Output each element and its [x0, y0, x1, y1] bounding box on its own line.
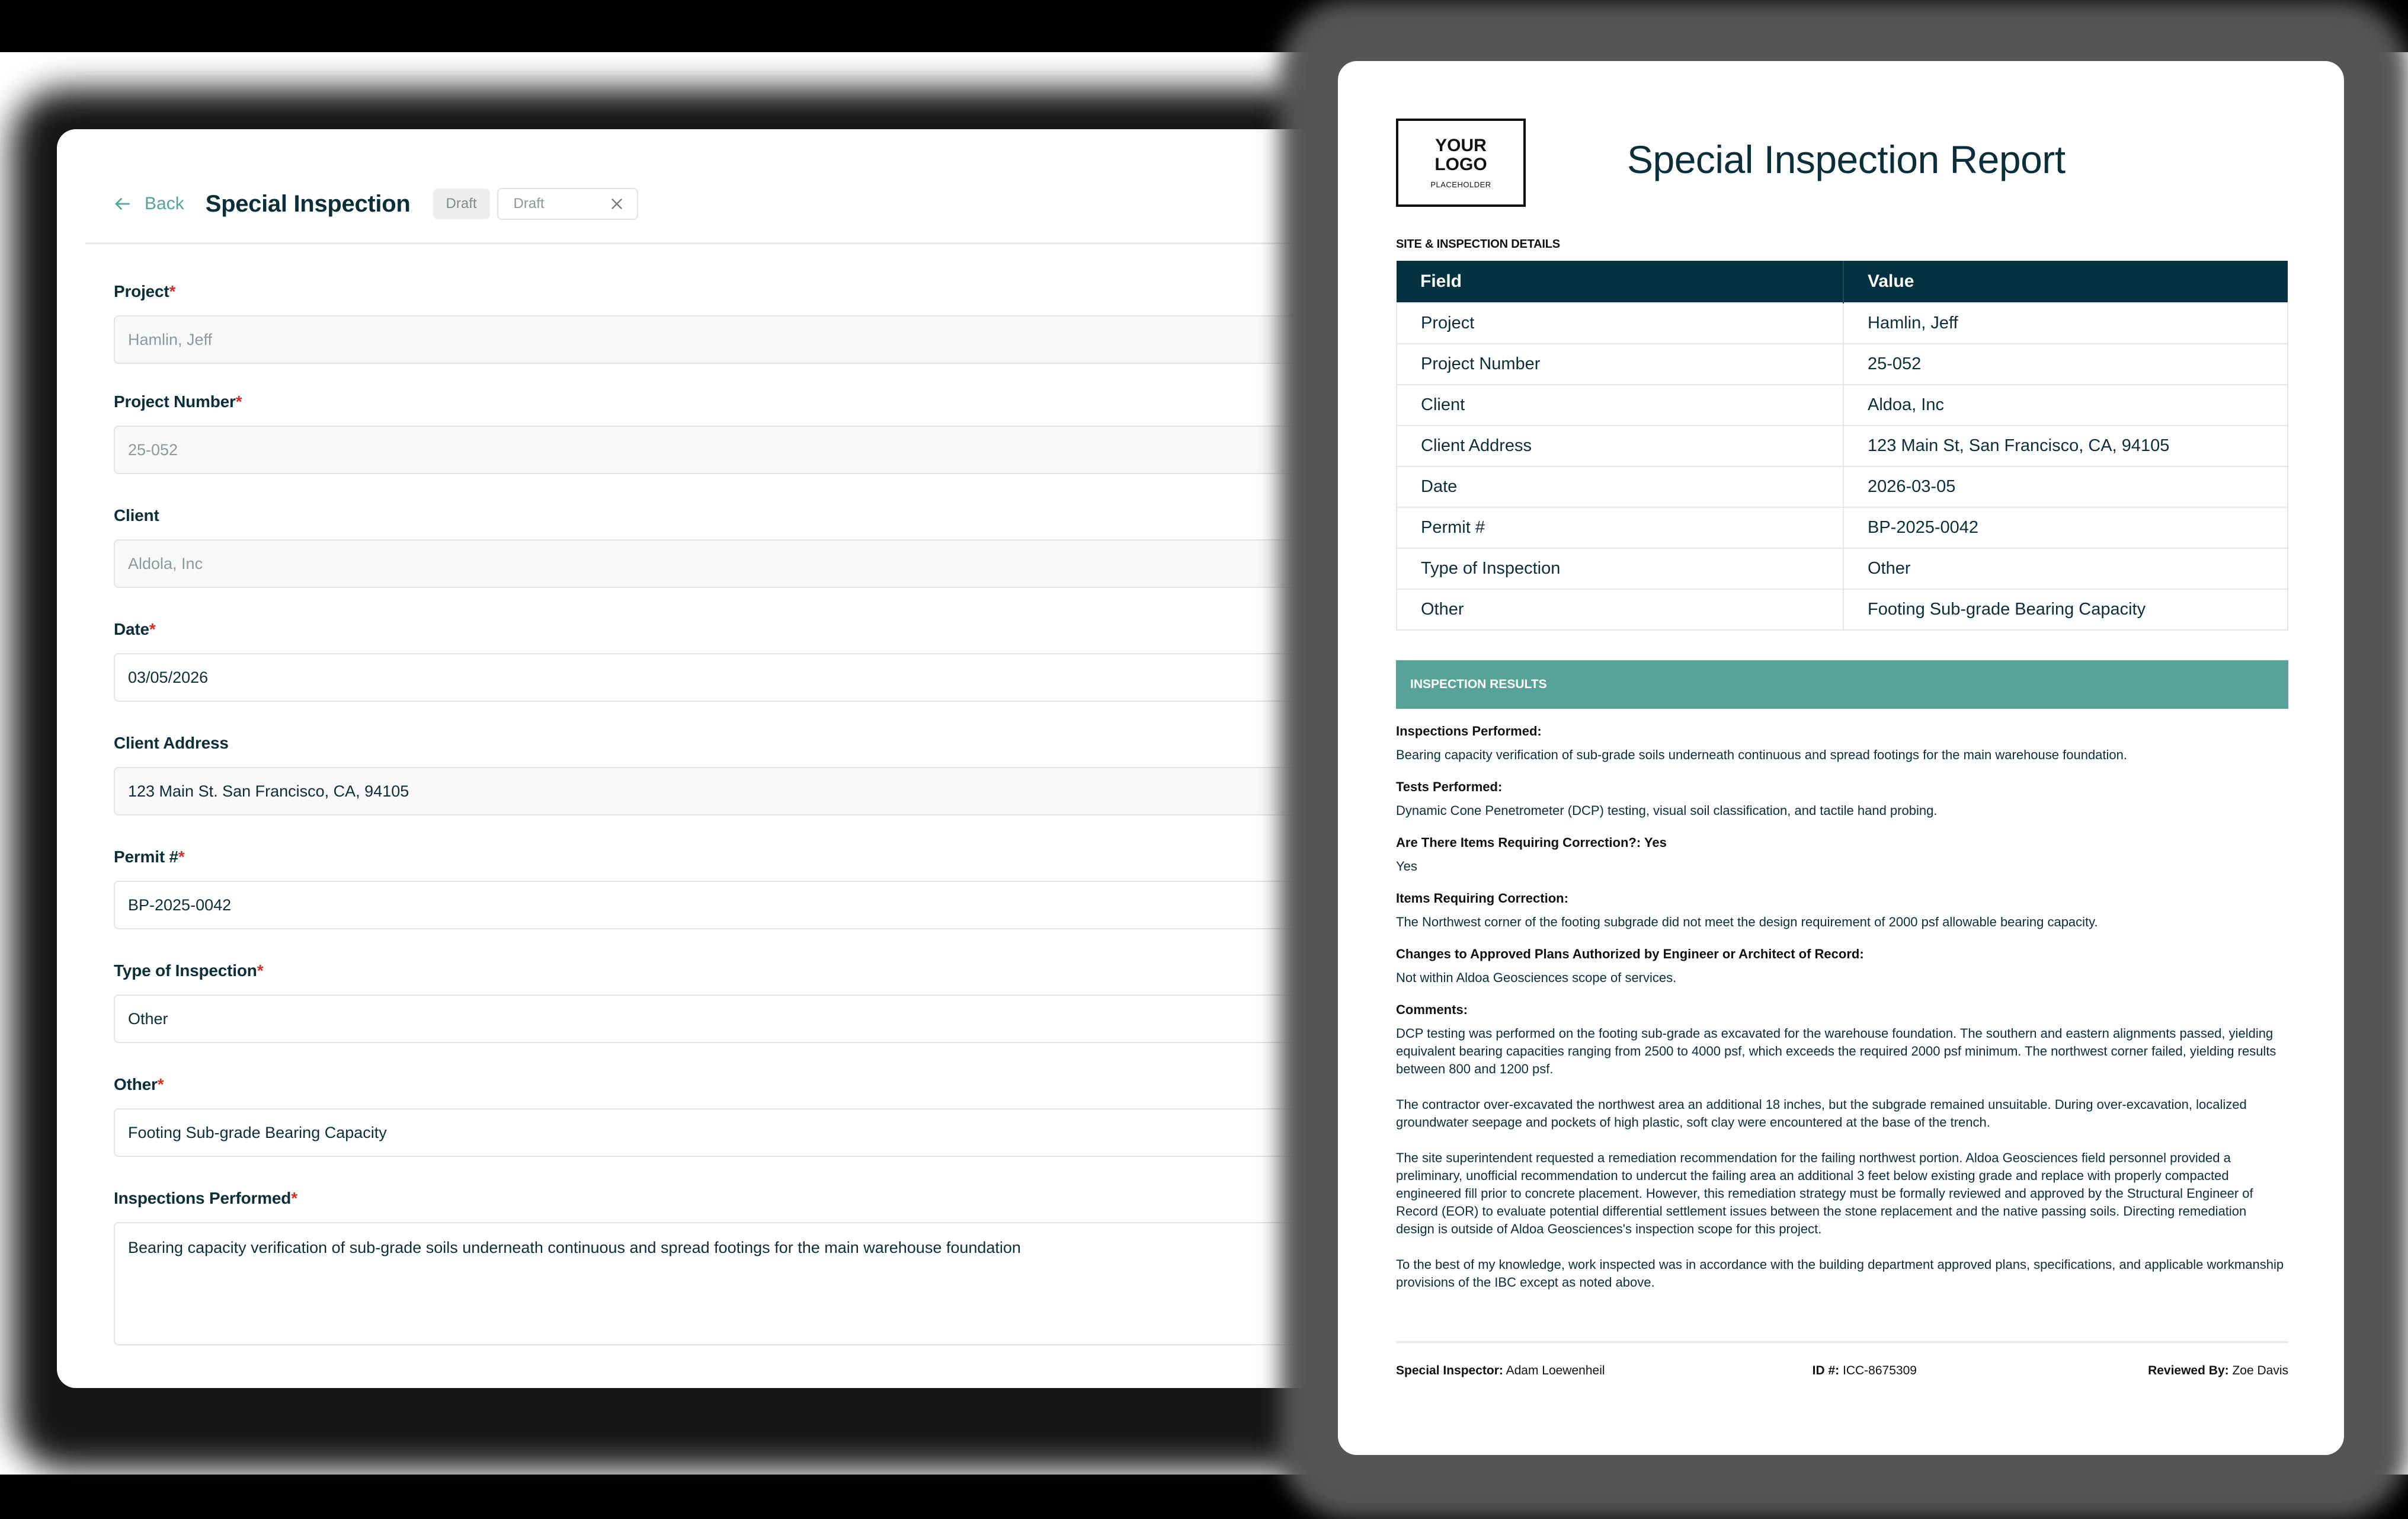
- field-date: [114, 620, 1360, 702]
- result-question: Tests Performed:: [1396, 779, 1503, 794]
- result-answer: Yes: [1396, 859, 1417, 874]
- results-section-title: INSPECTION RESULTS: [1396, 660, 2288, 709]
- inspector-id: ID #: ICC-8675309: [1812, 1364, 1917, 1377]
- table-row: Project Number 25-052: [1397, 344, 2288, 385]
- back-label: Back: [145, 194, 184, 213]
- status-select-value: Draft: [513, 196, 545, 212]
- result-answer: Dynamic Cone Penetrometer (DCP) testing, visual soil classification, and tactile hand probing.: [1396, 803, 1938, 818]
- special-inspector: Special Inspector: Adam Loewenheil: [1396, 1364, 1605, 1377]
- result-question: Are There Items Requiring Correction?: Yes: [1396, 835, 1667, 850]
- field-client: [114, 506, 1360, 588]
- status-select[interactable]: [497, 188, 638, 220]
- details-table: [1396, 261, 2288, 631]
- result-answer: The Northwest corner of the footing subgrade did not meet the design requirement of 2000 psf allowable bearing capacity.: [1396, 914, 2098, 929]
- header-divider: [85, 242, 1360, 244]
- project-input[interactable]: Hamlin, Jeff: [114, 315, 1360, 364]
- date-input[interactable]: 03/05/2026: [114, 653, 1360, 702]
- inspection-form-card: [57, 129, 1360, 1388]
- inspections-performed-textarea[interactable]: Bearing capacity verification of sub-grade soils underneath continuous and spread footings for the main warehouse foundation: [114, 1222, 1360, 1345]
- client-address-input[interactable]: 123 Main St. San Francisco, CA, 94105: [114, 767, 1360, 816]
- footer-divider: [1396, 1341, 2288, 1343]
- column-header-value: Value: [1843, 261, 2288, 303]
- table-header-row: [1397, 261, 2288, 303]
- field-label: Date*: [114, 620, 156, 638]
- field-label: Permit #*: [114, 848, 185, 866]
- project-number-input[interactable]: 25-052: [114, 426, 1360, 474]
- details-section-title: SITE & INSPECTION DETAILS: [1396, 238, 1560, 251]
- table-row: Other Footing Sub-grade Bearing Capacity: [1397, 589, 2288, 630]
- result-question: Items Requiring Correction:: [1396, 891, 1568, 906]
- table-row: Type of Inspection Other: [1397, 548, 2288, 589]
- permit-input[interactable]: BP-2025-0042: [114, 881, 1360, 929]
- logo-placeholder: YOUR LOGO PLACEHOLDER: [1396, 119, 1526, 207]
- table-row: Client Aldoa, Inc: [1397, 385, 2288, 426]
- field-inspections-performed: [114, 1189, 1360, 1345]
- status-badge: Draft: [433, 188, 490, 219]
- type-of-inspection-select[interactable]: Other: [114, 994, 1360, 1043]
- page-title: Special Inspection: [205, 190, 411, 217]
- result-answer: Not within Aldoa Geosciences scope of services.: [1396, 970, 1677, 985]
- reviewed-by: Reviewed By: Zoe Davis: [2148, 1364, 2288, 1377]
- arrow-left-icon: [114, 194, 133, 213]
- result-question: Comments:: [1396, 1002, 1468, 1017]
- table-row: Project Hamlin, Jeff: [1397, 303, 2288, 344]
- other-input[interactable]: Footing Sub-grade Bearing Capacity: [114, 1108, 1360, 1157]
- comment-paragraph: To the best of my knowledge, work inspected was in accordance with the building department approved plans, specifications, and applicable workmanship provisions of the IBC except as noted above.: [1396, 1257, 2284, 1290]
- result-question: Changes to Approved Plans Authorized by Engineer or Architect of Record:: [1396, 946, 1864, 961]
- field-client-address: [114, 734, 1360, 816]
- field-label: Client: [114, 506, 159, 525]
- comment-paragraph: DCP testing was performed on the footing sub-grade as excavated for the warehouse foundation. The southern and eastern alignments passed, yielding equivalent bearing capacities ranging from 2500 to 4000 psf, which exceeds the required 2000 psf minimum. The northwest corner failed, yielding results between 800 and 1200 psf.: [1396, 1026, 2276, 1076]
- field-project: [114, 282, 1360, 364]
- back-button[interactable]: [114, 194, 184, 214]
- field-permit: [114, 848, 1360, 929]
- table-row: Date 2026-03-05: [1397, 466, 2288, 507]
- result-answer: Bearing capacity verification of sub-grade soils underneath continuous and spread footings for the main warehouse foundation.: [1396, 747, 2127, 762]
- field-label: Client Address: [114, 734, 229, 752]
- field-type-of-inspection: [114, 961, 1360, 1043]
- field-label: Project Number*: [114, 392, 242, 411]
- field-label: Other*: [114, 1075, 164, 1093]
- inspection-results: [1396, 724, 2288, 1309]
- field-label: Inspections Performed*: [114, 1189, 297, 1207]
- report-footer: [1396, 1364, 2288, 1378]
- close-icon[interactable]: [609, 196, 625, 212]
- report-preview-card: [1338, 61, 2344, 1455]
- comment-paragraph: The contractor over-excavated the northwest area an additional 18 inches, but the subgrade remained unsuitable. During over-excavation, localized groundwater seepage and pockets of high plastic, soft clay were encountered at the base of the trench.: [1396, 1097, 2247, 1130]
- result-question: Inspections Performed:: [1396, 724, 1542, 738]
- column-header-field: Field: [1397, 261, 1843, 303]
- client-input[interactable]: Aldola, Inc: [114, 539, 1360, 588]
- report-title: Special Inspection Report: [1627, 137, 2066, 181]
- table-row: Client Address 123 Main St, San Francisco, CA, 94105: [1397, 426, 2288, 466]
- field-other: [114, 1075, 1360, 1157]
- comment-paragraph: The site superintendent requested a remediation recommendation for the failing northwest portion. Aldoa Geosciences field personnel provided a preliminary, unofficial recommendation to undercut the failing area an additional 3 feet below existing grade and replace with properly compacted engineered fill prior to concrete placement. However, this remediation strategy must be formally reviewed and approved by the Structural Engineer of Record (EOR) to evaluate potential differential settlement issues between the stone replacement and the native passing soils. Directing remediation design is outside of Aldoa Geosciences's inspection scope for this project.: [1396, 1150, 2253, 1236]
- field-label: Type of Inspection*: [114, 961, 264, 980]
- form-header: [114, 186, 638, 222]
- field-project-number: [114, 392, 1360, 474]
- table-row: Permit # BP-2025-0042: [1397, 507, 2288, 548]
- field-label: Project*: [114, 282, 176, 300]
